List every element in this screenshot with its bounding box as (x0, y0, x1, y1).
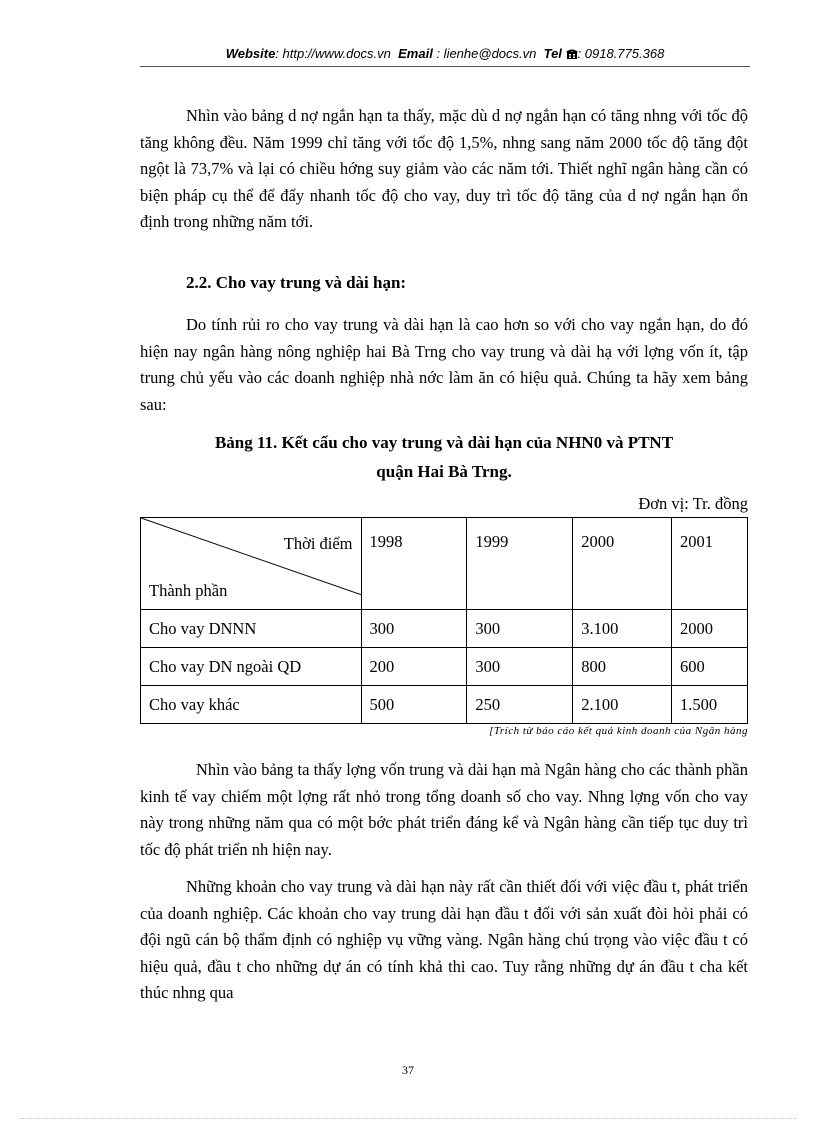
paragraph-2: Do tính rủi ro cho vay trung và dài hạn là cao hơn so với cho vay ngắn hạn, do đó hiện nay ngân hàng nông nghiệp hai Bà Trng cho vay trung và dài hạ với lợng vốn ít, tập trung chủ yếu vào các doanh nghiệp nhà nớc làm ăn có hiệu quả. Chúng ta hãy xem bảng sau: (140, 315, 748, 414)
page-header (140, 46, 750, 62)
table-caption (140, 428, 748, 486)
year-header: 2000 (573, 518, 672, 610)
year-header: 2001 (672, 518, 748, 610)
table-caption-line-1: Bảng 11. Kết cấu cho vay trung và dài hạn của NHN0 và PTNT (214, 433, 674, 452)
table-cell: 300 (467, 648, 573, 686)
row-label: Cho vay DN ngoài QD (141, 648, 362, 686)
table-header-row (141, 518, 748, 610)
paragraph-1: Nhìn vào bảng d nợ ngắn hạn ta thấy, mặc dù d nợ ngắn hạn có tăng nhng với tốc độ tăng không đều. Năm 1999 chỉ tăng với tốc độ 1,5%, nhng sang năm 2000 tốc độ tăng đột ngột là 73,7% và lại có chiều hớng suy giảm vào các năm tới. Thiết nghĩ ngân hàng cần có biện pháp cụ thể để đẩy nhanh tốc độ cho vay, duy trì tốc độ tăng của d nợ ngắn hạn ổn định trong những năm tới. (140, 106, 748, 231)
email-label: Email (398, 46, 433, 61)
email-value: : lienhe@docs.vn (436, 46, 537, 61)
table-row (141, 648, 748, 686)
table-row (141, 686, 748, 724)
year-header: 1998 (361, 518, 467, 610)
table-corner-cell (141, 518, 362, 610)
table-cell: 600 (672, 648, 748, 686)
table-cell: 2000 (672, 610, 748, 648)
phone-icon (566, 47, 578, 62)
corner-label-time: Thời điểm (283, 534, 353, 553)
page-number: 37 (402, 1063, 414, 1077)
table-cell: 300 (361, 610, 467, 648)
table-cell: 2.100 (573, 686, 672, 724)
website-value: : http://www.docs.vn (275, 46, 391, 61)
tel-label: Tel (543, 46, 562, 61)
table-row (141, 610, 748, 648)
table-caption-line-2: quận Hai Bà Trng. (376, 462, 512, 481)
year-header: 1999 (467, 518, 573, 610)
loan-structure-table (140, 517, 748, 724)
table-cell: 250 (467, 686, 573, 724)
table-cell: 200 (361, 648, 467, 686)
website-label: Website (225, 46, 276, 61)
paragraph-3: Nhìn vào bảng ta thấy lợng vốn trung và dài hạn mà Ngân hàng cho các thành phần kinh tế vay chiếm một lợng rất nhỏ trong tổng doanh số cho vay. Nhng lợng vốn cho vay này trong những năm qua có một bớc phát triển đáng kể và Ngân hàng cần tiếp tục duy trì tốc độ phát triển nh hiện nay. (140, 760, 748, 859)
table-cell: 300 (467, 610, 573, 648)
paragraph-4: Những khoản cho vay trung và dài hạn này rất cần thiết đối với việc đầu t, phát triển của doanh nghiệp. Các khoản cho vay trung dài hạn đầu t đối với sản xuất đòi hỏi phải có đội ngũ cán bộ thẩm định có nghiệp vụ vững vàng. Ngân hàng chú trọng vào việc đầu t có hiệu quả, đầu t cho những dự án có tính khả thi cao. Tuy rằng những dự án đầu t cha kết thúc nhng qua (140, 877, 748, 1002)
table-cell: 500 (361, 686, 467, 724)
table-unit: Đơn vị: Tr. đồng (638, 494, 748, 513)
table-cell: 800 (573, 648, 672, 686)
footer-divider (20, 1118, 796, 1119)
row-label: Cho vay DNNN (141, 610, 362, 648)
section-heading: 2.2. Cho vay trung và dài hạn: (186, 273, 407, 292)
table-source: [Trích từ báo cáo kết quả kinh doanh của Ngân hàng (489, 725, 748, 737)
corner-label-component: Thành phần (149, 581, 228, 600)
tel-value: : 0918.775.368 (577, 46, 665, 61)
table-cell: 1.500 (672, 686, 748, 724)
row-label: Cho vay khác (141, 686, 362, 724)
table-cell: 3.100 (573, 610, 672, 648)
header-divider (140, 66, 750, 67)
